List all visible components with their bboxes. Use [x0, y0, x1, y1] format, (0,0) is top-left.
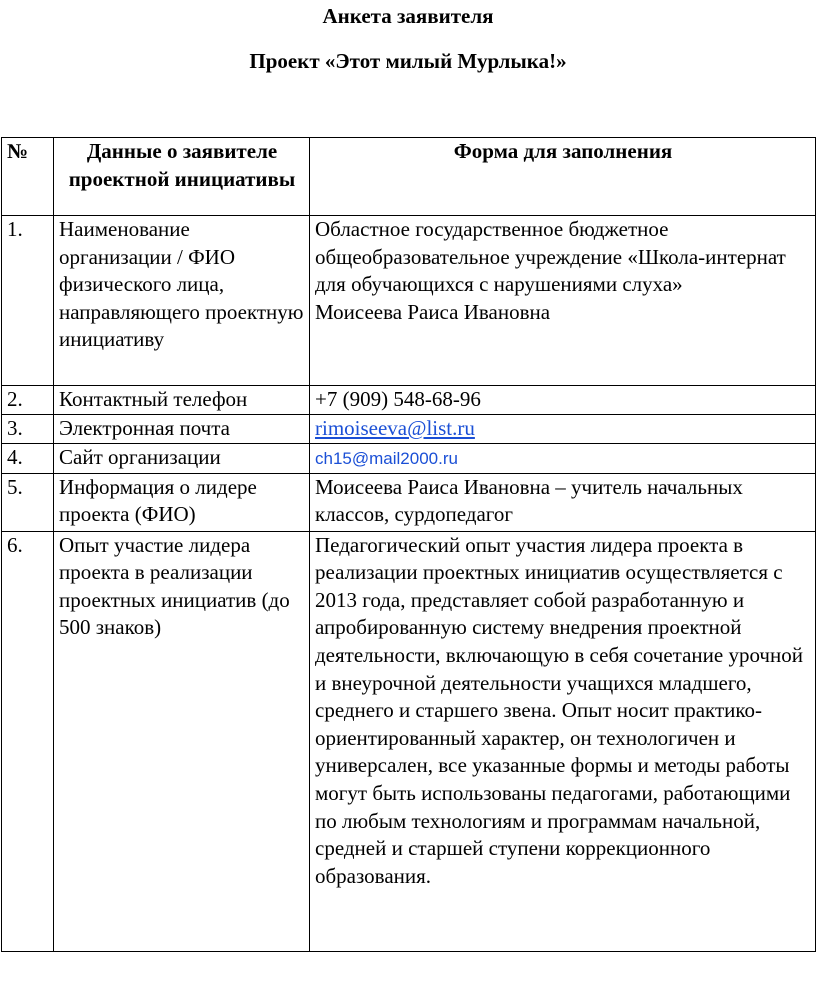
table-row [2, 531, 816, 951]
phone-value: +7 (909) 548-68-96 [310, 386, 816, 415]
organization-name: Областное государственное бюджетное общеобразовательное учреждение «Школа-интернат для обучающихся с нарушениями слуха» [315, 217, 786, 297]
row-label: Контактный телефон [54, 386, 310, 415]
row-value [310, 216, 816, 386]
row-label: Наименование организации / ФИО физического лица, направляющего проектную инициативу [54, 216, 310, 386]
table-header-row [2, 138, 816, 216]
row-number: 1. [2, 216, 54, 386]
form-title: Анкета заявителя [322, 4, 494, 28]
leader-experience-value: Педагогический опыт участия лидера проекта в реализации проектных инициатив осуществляется с 2013 года, представляет собой разработанную и апробированную систему внедрения проектной деятельности, включающую в себя сочетание урочной и внеурочной деятельности учащихся младшего, среднего и старшего звена. Опыт носит практико-ориентированный характер, он технологичен и универсален, все указанные формы и методы работы могут быть использованы педагогами, работающими по любым технологиям и программам начальной, средней и старшей ступени коррекционного образования. [310, 531, 816, 951]
row-number: 2. [2, 386, 54, 415]
site-cell [310, 444, 816, 474]
header-fill-form: Форма для заполнения [310, 138, 816, 216]
project-title: Проект «Этот милый Мурлыка!» [249, 49, 567, 73]
table-row [2, 444, 816, 474]
site-link[interactable]: ch15@mail2000.ru [315, 449, 458, 468]
row-label: Сайт организации [54, 444, 310, 474]
header-number: № [2, 138, 54, 216]
header-applicant-data: Данные о заявителе проектной инициативы [54, 138, 310, 216]
row-number: 6. [2, 531, 54, 951]
email-cell [310, 415, 816, 444]
row-number: 4. [2, 444, 54, 474]
leader-info-value: Моисеева Раиса Ивановна – учитель начальных классов, сурдопедагог [310, 473, 816, 531]
organization-head: Моисеева Раиса Ивановна [315, 299, 551, 324]
row-label: Электронная почта [54, 415, 310, 444]
applicant-form-table [1, 137, 816, 952]
table-row [2, 473, 816, 531]
table-row [2, 386, 816, 415]
table-row [2, 216, 816, 386]
row-label: Информация о лидере проекта (ФИО) [54, 473, 310, 531]
row-label: Опыт участие лидера проекта в реализации проектных инициатив (до 500 знаков) [54, 531, 310, 951]
row-number: 5. [2, 473, 54, 531]
email-link[interactable]: rimoiseeva@list.ru [315, 416, 475, 440]
row-number: 3. [2, 415, 54, 444]
table-row [2, 415, 816, 444]
